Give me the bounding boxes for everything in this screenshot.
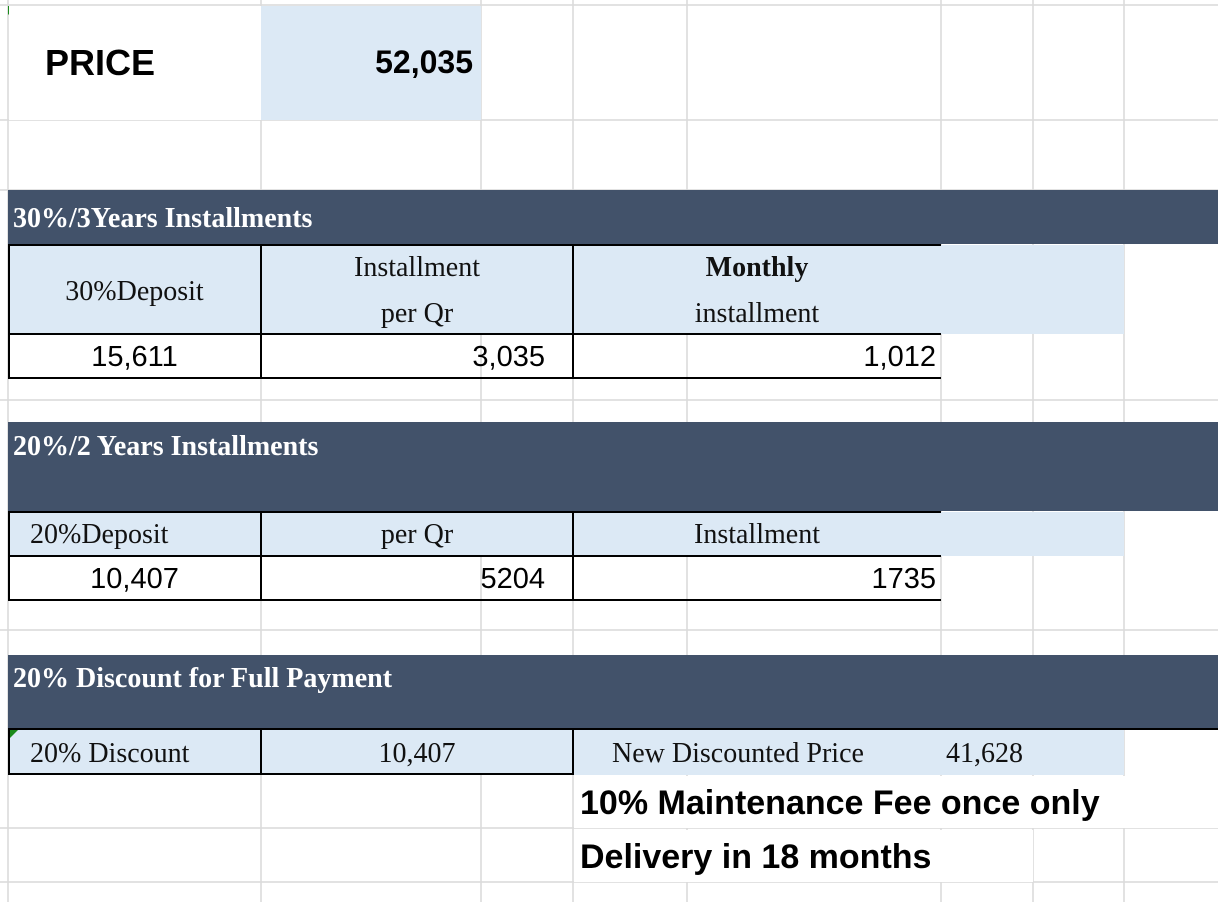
price-label: PRICE bbox=[45, 42, 156, 83]
plan-30-monthly-value[interactable]: 1,012 bbox=[863, 341, 936, 373]
discount-amount[interactable]: 10,407 bbox=[378, 738, 456, 769]
border bbox=[8, 377, 941, 379]
border bbox=[8, 244, 10, 379]
maintenance-note: 10% Maintenance Fee once only bbox=[580, 784, 1100, 822]
plan-20-installment-header: Installment bbox=[694, 519, 820, 550]
price-value: 52,035 bbox=[375, 44, 473, 80]
new-price-value[interactable]: 41,628 bbox=[946, 738, 1023, 769]
plan-30-per-qr-header-line2: per Qr bbox=[380, 298, 454, 329]
plan-30-deposit-header: 30%Deposit bbox=[65, 276, 204, 307]
border bbox=[572, 728, 574, 775]
border bbox=[260, 511, 262, 601]
border bbox=[8, 599, 941, 601]
plan-20-deposit-header: 20%Deposit bbox=[30, 519, 169, 550]
border bbox=[8, 511, 10, 601]
border bbox=[572, 511, 574, 601]
border bbox=[8, 773, 574, 775]
plan-30-per-qr-value[interactable]: 3,035 bbox=[472, 341, 545, 373]
discount-label[interactable]: 20% Discount bbox=[30, 738, 190, 769]
cell-comment-indicator bbox=[9, 730, 18, 739]
plan-20-per-qr-header: per Qr bbox=[380, 519, 454, 550]
border bbox=[572, 244, 574, 379]
new-price-label[interactable]: New Discounted Price bbox=[612, 738, 864, 769]
delivery-note: Delivery in 18 months bbox=[580, 838, 932, 876]
plan-30-deposit-value[interactable]: 15,611 bbox=[91, 341, 178, 373]
plan-30-per-qr-header-line1: Installment bbox=[354, 252, 480, 283]
plan-20-per-qr-value[interactable]: 5204 bbox=[480, 563, 545, 595]
plan-30-title: 30%/3Years Installments bbox=[13, 203, 313, 234]
plan-30-monthly-header-line1: Monthly bbox=[705, 252, 809, 283]
border bbox=[8, 244, 941, 246]
border bbox=[260, 244, 262, 379]
plan-20-installment-value[interactable]: 1735 bbox=[871, 563, 936, 595]
plan-20-title: 20%/2 Years Installments bbox=[13, 431, 319, 462]
border bbox=[8, 555, 941, 557]
border bbox=[8, 333, 941, 335]
border bbox=[8, 728, 10, 775]
discount-title: 20% Discount for Full Payment bbox=[13, 663, 393, 694]
border bbox=[8, 728, 1218, 730]
border bbox=[260, 728, 262, 775]
plan-30-monthly-header-line2: installment bbox=[694, 298, 820, 329]
border bbox=[8, 511, 941, 513]
plan-20-deposit-value[interactable]: 10,407 bbox=[90, 563, 179, 595]
